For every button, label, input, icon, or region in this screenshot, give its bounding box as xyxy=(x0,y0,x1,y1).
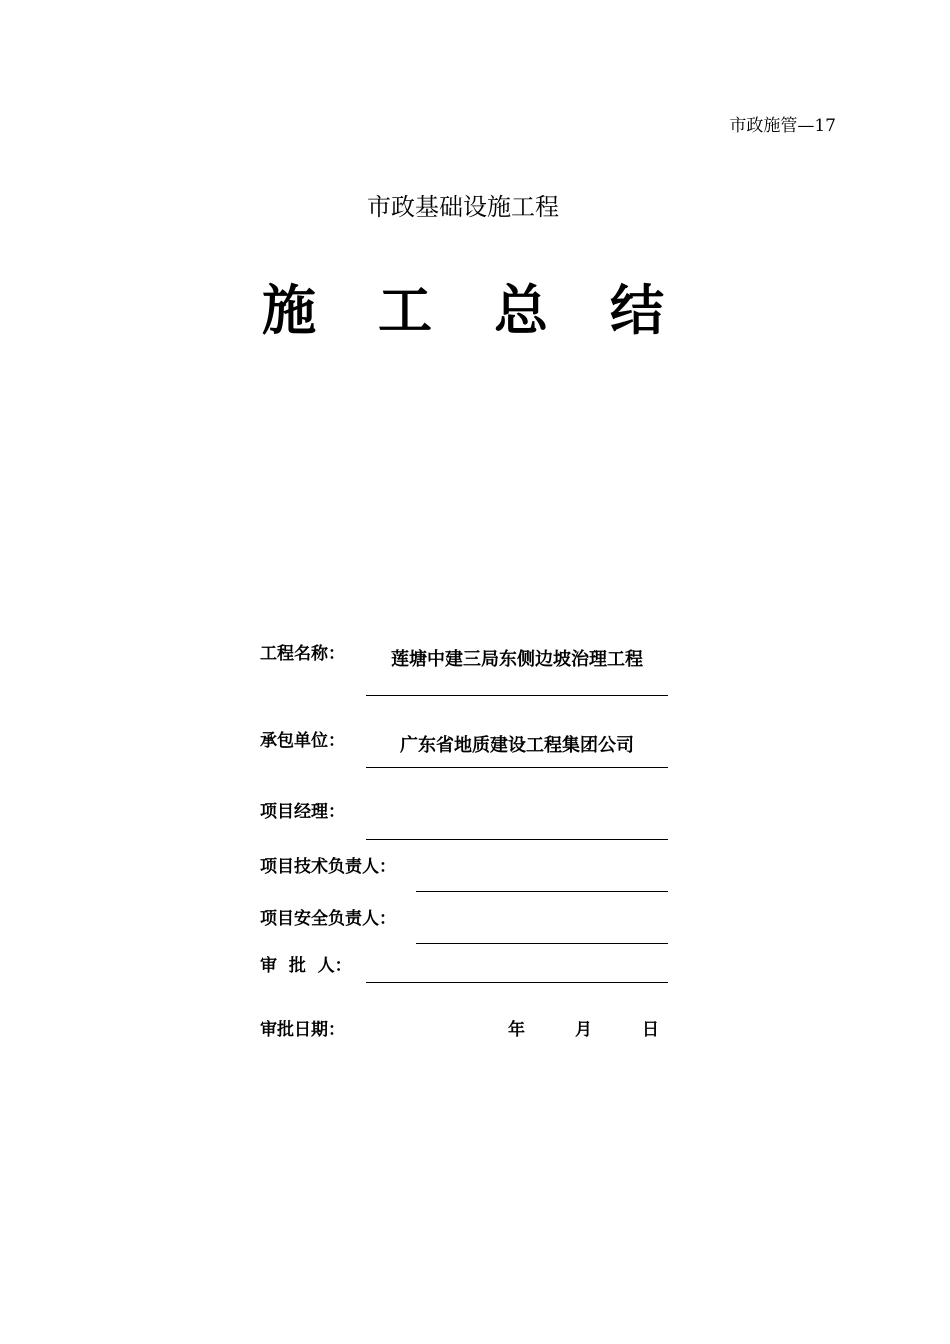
approver-line xyxy=(366,982,668,983)
technical-lead-label: 项目技术负责人： xyxy=(260,857,396,877)
project-name-value: 莲塘中建三局东侧边坡治理工程 xyxy=(391,649,643,670)
date-day-unit: 日 xyxy=(642,1020,659,1040)
document-subtitle: 市政基础设施工程 xyxy=(367,193,559,221)
project-name-line xyxy=(366,695,668,696)
contractor-line xyxy=(366,767,668,768)
safety-lead-label: 项目安全负责人： xyxy=(260,909,396,929)
project-manager-line xyxy=(366,839,668,840)
title-char: 总 xyxy=(494,278,548,342)
document-title xyxy=(258,278,668,342)
title-char: 施 xyxy=(262,278,316,342)
title-char: 工 xyxy=(378,278,432,342)
date-year-unit: 年 xyxy=(508,1020,525,1040)
title-char: 结 xyxy=(610,278,664,342)
contractor-value: 广东省地质建设工程集团公司 xyxy=(400,735,634,756)
project-name-label: 工程名称： xyxy=(260,644,345,664)
date-month-unit: 月 xyxy=(575,1020,592,1040)
project-manager-label: 项目经理： xyxy=(260,802,345,822)
approver-label: 审 批 人： xyxy=(260,956,352,976)
technical-lead-line xyxy=(416,891,668,892)
approval-date-label: 审批日期： xyxy=(260,1020,345,1040)
form-code: 市政施管—17 xyxy=(729,116,836,136)
contractor-label: 承包单位： xyxy=(260,731,345,751)
safety-lead-line xyxy=(416,943,668,944)
